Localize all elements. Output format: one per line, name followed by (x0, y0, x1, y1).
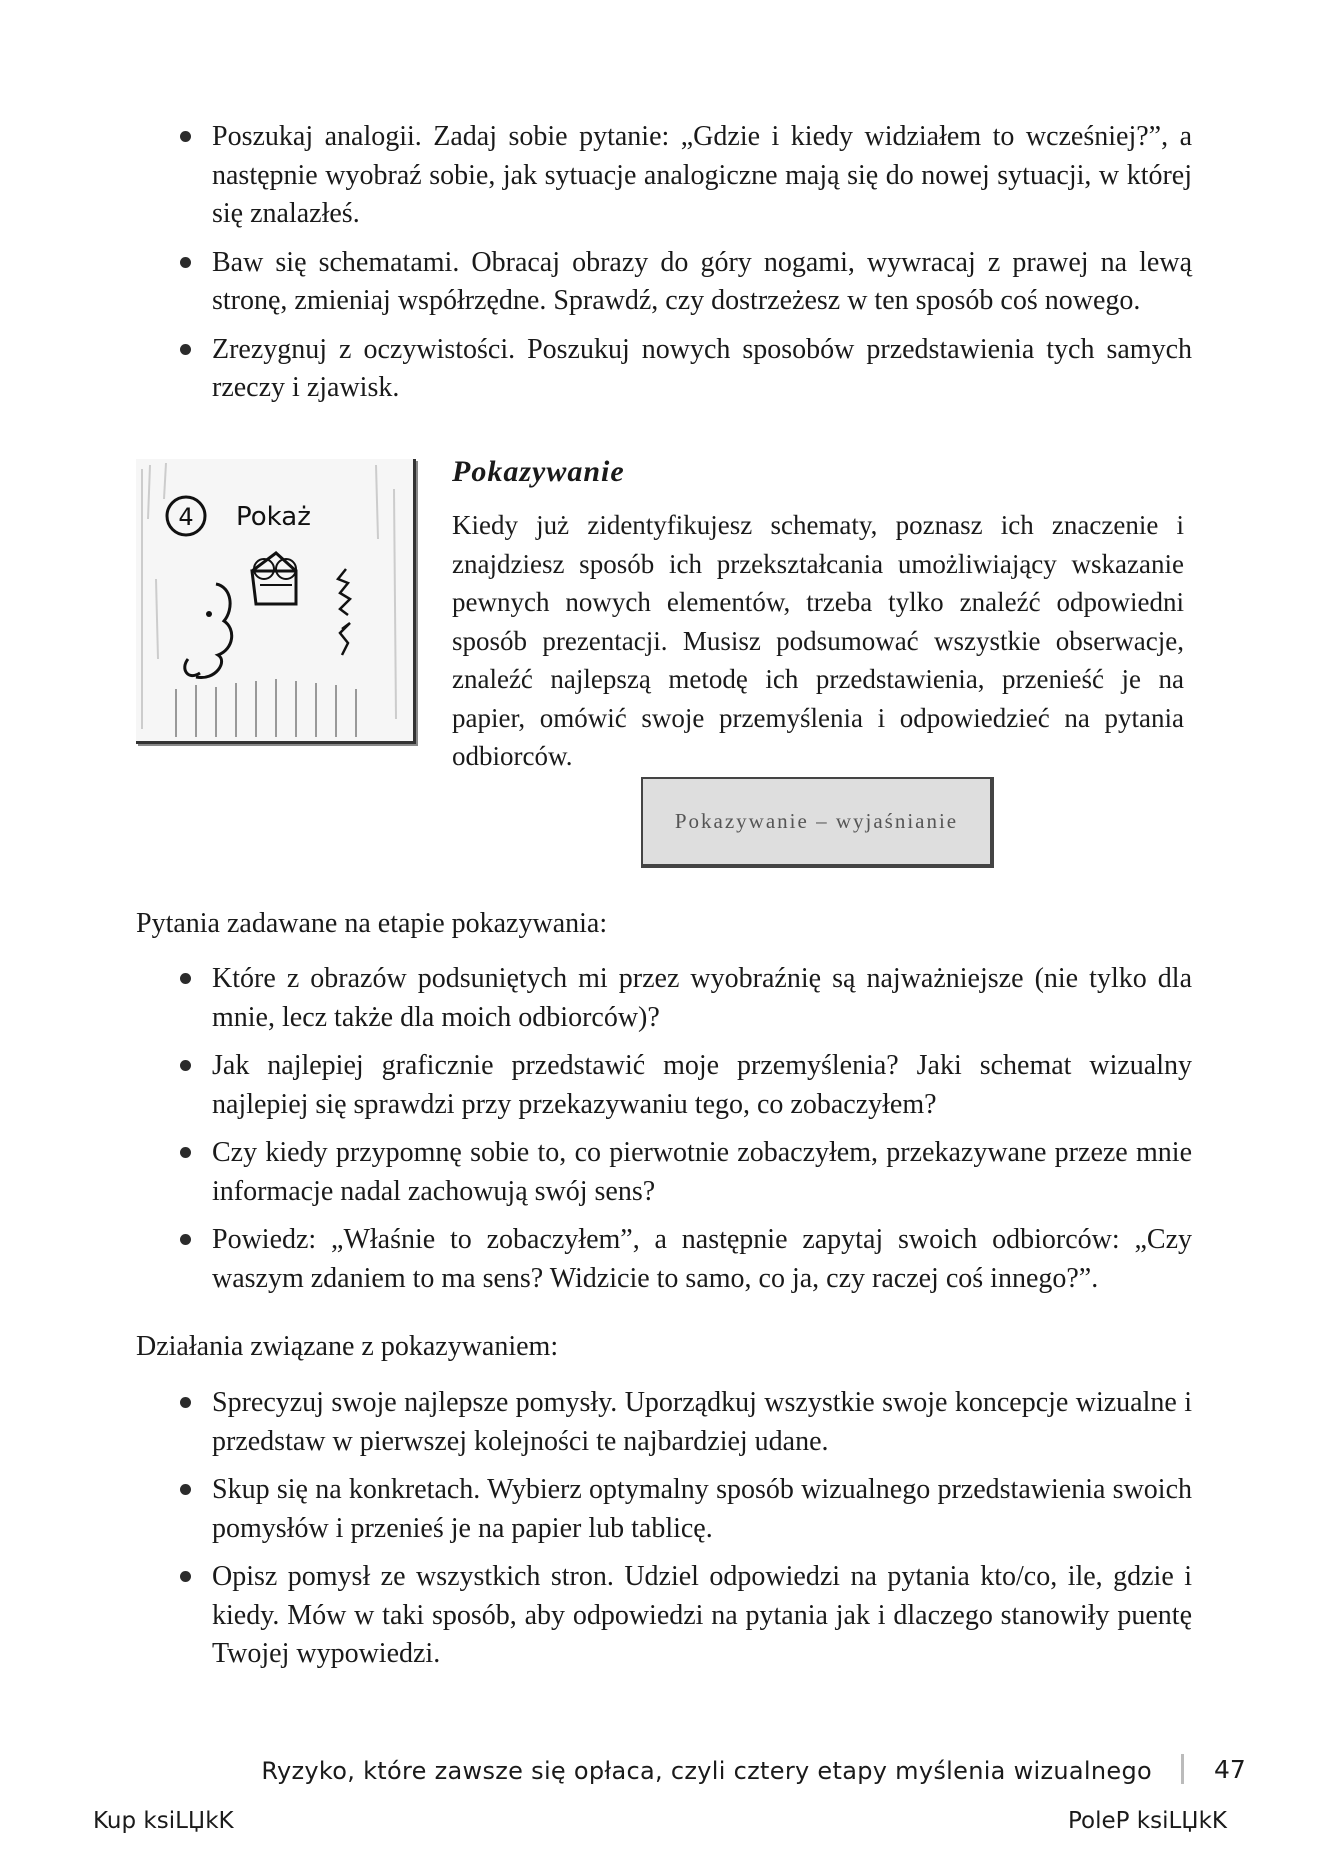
label-box-text: Pokazywanie – wyjaśnianie (674, 809, 959, 833)
bullet-dot-icon (180, 257, 191, 268)
stage-number: 4 (178, 503, 194, 531)
section-body: Kiedy już zidentyfikujesz schematy, poznasz ich znaczenie i znajdziesz sposób ich przekształcania umożliwiający wskazanie pewnych nowych elementów, trzeba tylko znaleźć odpowiedni sposób prezentacji. Musisz podsumować wszystkie obserwacje, znaleźć najlepszą metodę ich przedstawienia, przenieść je na papier, omówić swoje przemyślenia i odpowiedzieć na pytania odbiorców. (452, 510, 1184, 771)
intro-bullet-list (0, 118, 1322, 418)
list-item (0, 960, 1322, 1037)
bullet-text: Jak najlepiej graficznie przedstawić moje przemyślenia? Jaki schemat wizualny najlepiej się sprawdzi przy przekazywaniu tego, co zobaczyłem? (212, 1050, 1192, 1120)
stage-label: Pokaż (236, 502, 311, 532)
bullet-text: Poszukaj analogii. Zadaj sobie pytanie: „Gdzie i kiedy widziałem to wcześniej?”, a następnie wyobraź sobie, jak sytuacje analogiczne mają się do nowej sytuacji, w której się znalazłeś. (212, 121, 1192, 229)
bullet-dot-icon (180, 973, 191, 984)
actions-heading: Działania związane z pokazywaniem: (136, 1331, 559, 1362)
bullet-text: Powiedz: „Właśnie to zobaczyłem”, a następnie zapytaj swoich odbiorców: „Czy waszym zdaniem to ma sens? Widzicie to samo, co ja, czy raczej coś innego?”. (212, 1224, 1192, 1294)
list-item (0, 1134, 1322, 1211)
recommend-book-link[interactable]: PoleP ksiLЏkK (1067, 1808, 1227, 1834)
bullet-dot-icon (180, 131, 191, 142)
list-item (0, 1471, 1322, 1548)
bullet-text: Sprecyzuj swoje najlepsze pomysły. Uporządkuj wszystkie swoje koncepcje wizualne i przedstaw w pierwszej kolejności te najbardziej udane. (212, 1387, 1192, 1457)
bullet-dot-icon (180, 1571, 191, 1582)
bullet-text: Skup się na konkretach. Wybierz optymalny sposób wizualnego przedstawienia swoich pomysłów i przenieś je na papier lub tablicę. (212, 1474, 1192, 1544)
list-item (0, 1558, 1322, 1674)
sketch-drawing (136, 459, 413, 741)
bullet-text: Zrezygnuj z oczywistości. Poszukuj nowych sposobów przedstawienia tych samych rzeczy i zjawisk. (212, 333, 1192, 403)
bullet-dot-icon (180, 1147, 191, 1158)
stage-label-box (641, 777, 994, 868)
bullet-dot-icon (180, 1484, 191, 1495)
running-title: Ryzyko, które zawsze się opłaca, czyli cztery etapy myślenia wizualnego (261, 1757, 1152, 1785)
questions-heading: Pytania zadawane na etapie pokazywania: (136, 908, 608, 939)
list-item (0, 1384, 1322, 1461)
footer-divider (1181, 1754, 1184, 1784)
bullet-text: Baw się schematami. Obracaj obrazy do góry nogami, wywracaj z prawej na lewą stronę, zmieniaj współrzędne. Sprawdź, czy dostrzeżesz w ten sposób coś nowego. (212, 246, 1192, 316)
bullet-dot-icon (180, 1234, 191, 1245)
bullet-text: Które z obrazów podsuniętych mi przez wyobraźnię są najważniejsze (nie tylko dla mnie, lecz także dla moich odbiorców)? (212, 963, 1192, 1033)
bullet-dot-icon (180, 1060, 191, 1071)
list-item (0, 118, 1322, 234)
show-stage-illustration (136, 459, 416, 744)
bullet-text: Czy kiedy przypomnę sobie to, co pierwotnie zobaczyłem, przekazywane przeze mnie informacje nadal zachowują swój sens? (212, 1137, 1192, 1207)
bullet-text: Opisz pomysł ze wszystkich stron. Udziel odpowiedzi na pytania kto/co, ile, gdzie i kiedy. Mów w taki sposób, aby odpowiedzi na pytania jak i dlaczego stanowiły puentę Twojej wypowiedzi. (212, 1561, 1192, 1669)
page-number: 47 (1214, 1755, 1246, 1784)
list-item (0, 331, 1322, 408)
section-title: Pokazywanie (452, 455, 625, 488)
buy-book-link[interactable]: Kup ksiLЏkK (93, 1808, 234, 1834)
questions-bullet-list (0, 960, 1322, 1308)
bullet-dot-icon (180, 1397, 191, 1408)
list-item (0, 1221, 1322, 1298)
actions-bullet-list (0, 1384, 1322, 1684)
list-item (0, 244, 1322, 321)
bullet-dot-icon (180, 344, 191, 355)
list-item (0, 1047, 1322, 1124)
